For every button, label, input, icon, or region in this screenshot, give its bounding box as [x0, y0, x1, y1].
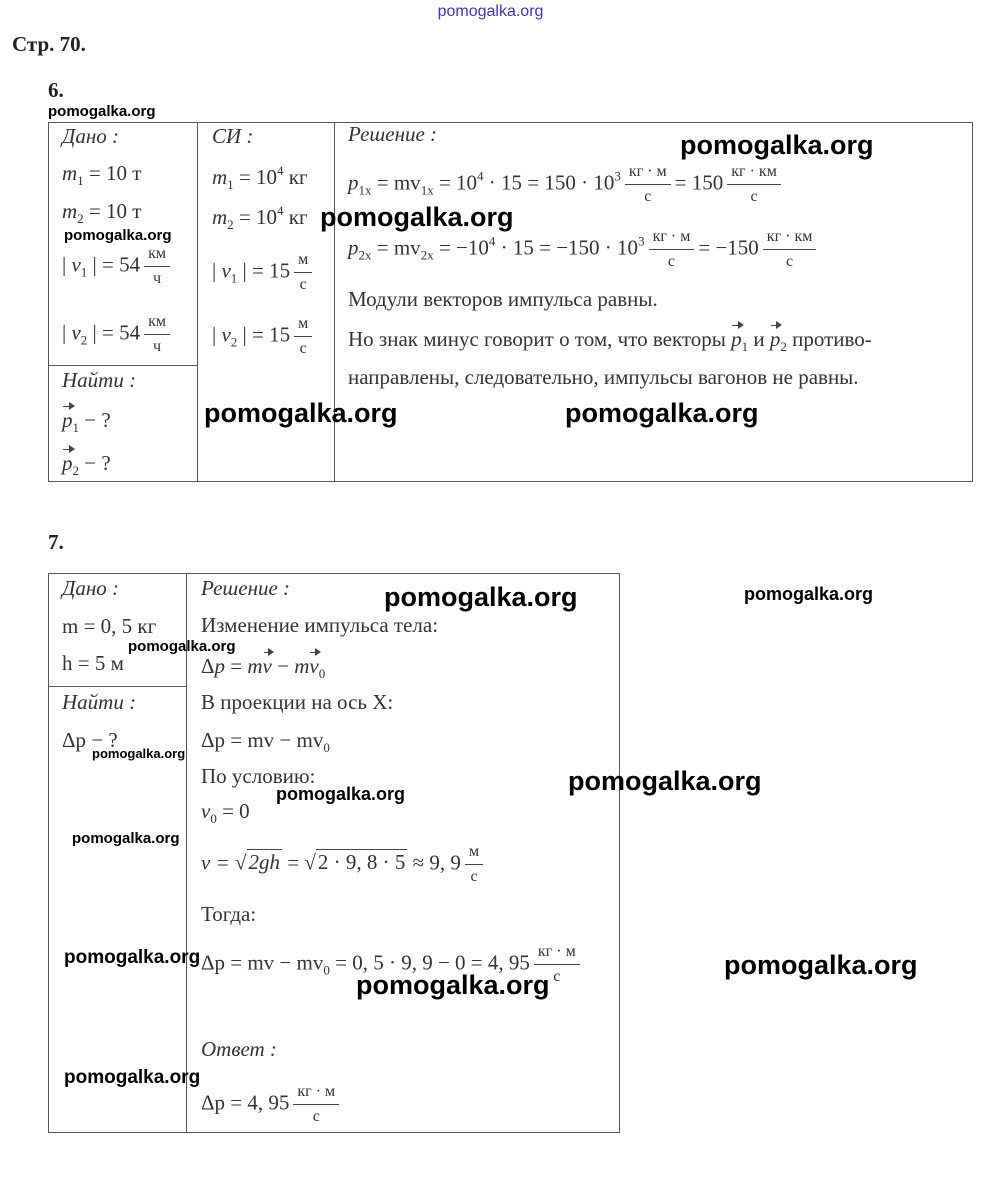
problem-6-number: 6. [48, 78, 64, 102]
watermark: pomogalka.org [724, 950, 918, 980]
find-title: Найти : [62, 368, 137, 392]
find-7: Δp − ? [62, 728, 118, 752]
watermark: pomogalka.org [64, 227, 172, 244]
watermark: pomogalka.org [64, 1067, 201, 1088]
solution-7-line-7: Тогда: [201, 902, 257, 926]
watermark: pomogalka.org [568, 766, 762, 796]
solution-7-line-2: В проекции на ось X: [201, 690, 394, 714]
find-p2: $p_2$ − ? [62, 451, 111, 478]
watermark: pomogalka.org [48, 103, 156, 120]
answer-7: Δp = 4, 95 $\frac{кг \cdot м}{с}$ [201, 1080, 343, 1129]
problem-7-number: 7. [48, 530, 64, 554]
given-v1: | $v_1$ | = 54 $\frac{км}{ч}$ [62, 242, 174, 291]
solution-text-3: направлены, следовательно, импульсы вагонов не равны. [348, 365, 859, 389]
solution-line-1: $p_{1x} = mv_{1x} = 10^4 \cdot 15 = 150 \cdot 10^3$ $\frac{кг \cdot м}{с}$ = 150 $\frac{кг \cdot км}{с}$ [348, 160, 785, 209]
solution-7-line-4: По условию: [201, 764, 316, 788]
si-v1: | $v_1$ | = 15 $\frac{м}{с}$ [212, 248, 316, 297]
given-m-7: m = 0, 5 кг [62, 614, 157, 638]
find-title-7: Найти : [62, 690, 137, 714]
watermark: pomogalka.org [64, 947, 201, 968]
watermark: pomogalka.org [276, 784, 406, 804]
watermark: pomogalka.org [680, 130, 874, 160]
solution-title-7: Решение : [201, 576, 291, 600]
si-title: СИ : [212, 124, 254, 148]
top-watermark[interactable]: pomogalka.org [437, 3, 544, 20]
given-title-7: Дано : [62, 576, 120, 600]
given-h-7: h = 5 м [62, 651, 124, 675]
watermark: pomogalka.org [128, 638, 236, 655]
solution-line-2: $p_{2x} = mv_{2x} = -10^4 \cdot 15 = -150 \cdot 10^3$ $\frac{кг \cdot м}{с}$ = −150 $\frac{кг \cdot км}{с}$ [348, 225, 820, 274]
solution-text-1: Модули векторов импульса равны. [348, 287, 658, 311]
solution-text-2: Но знак минус говорит о том, что векторы $p_1$ и $p_2$ противо- [348, 327, 872, 354]
given-v2: | $v_2$ | = 54 $\frac{км}{ч}$ [62, 310, 174, 359]
watermark: pomogalka.org [320, 202, 514, 232]
solution-7-line-6: v = √2gh = √2 · 9, 8 · 5 ≈ 9, 9 $\frac{м}{с}$ [201, 840, 487, 889]
watermark: pomogalka.org [204, 398, 398, 428]
watermark: pomogalka.org [92, 746, 186, 761]
si-m2: $m_2 = 10^4$ кг [212, 203, 308, 232]
solution-title: Решение : [348, 122, 438, 146]
watermark: pomogalka.org [565, 398, 759, 428]
si-m1: $m_1 = 10^4$ кг [212, 163, 308, 192]
solution-7-line-3: Δp = mv − $mv_0$ [201, 728, 330, 755]
page-label: Стр. 70. [12, 32, 86, 56]
solution-7-line-5: $v_0 = 0$ [201, 799, 250, 826]
solution-7-line-8: Δp = mv − $mv_0 = 0$, 5 · 9, 9 − 0 = 4, 95 $\frac{кг \cdot м}{с}$ [201, 940, 584, 989]
si-v2: | $v_2$ | = 15 $\frac{м}{с}$ [212, 312, 316, 361]
watermark: pomogalka.org [72, 830, 180, 847]
answer-title-7: Ответ : [201, 1037, 277, 1061]
given-m2: $m_2 = 10$ т [62, 199, 142, 226]
find-p1: $p_1$ − ? [62, 408, 111, 435]
watermark: pomogalka.org [744, 584, 874, 604]
given-title: Дано : [62, 124, 120, 148]
watermark: pomogalka.org [384, 582, 578, 612]
given-m1: $m_1 = 10$ т [62, 161, 142, 188]
solution-7-line-1: Изменение импульса тела: [201, 613, 439, 637]
solution-7-vector-eq: Δp = mv − $mv_0$ [201, 654, 326, 681]
watermark: pomogalka.org [356, 970, 550, 1000]
